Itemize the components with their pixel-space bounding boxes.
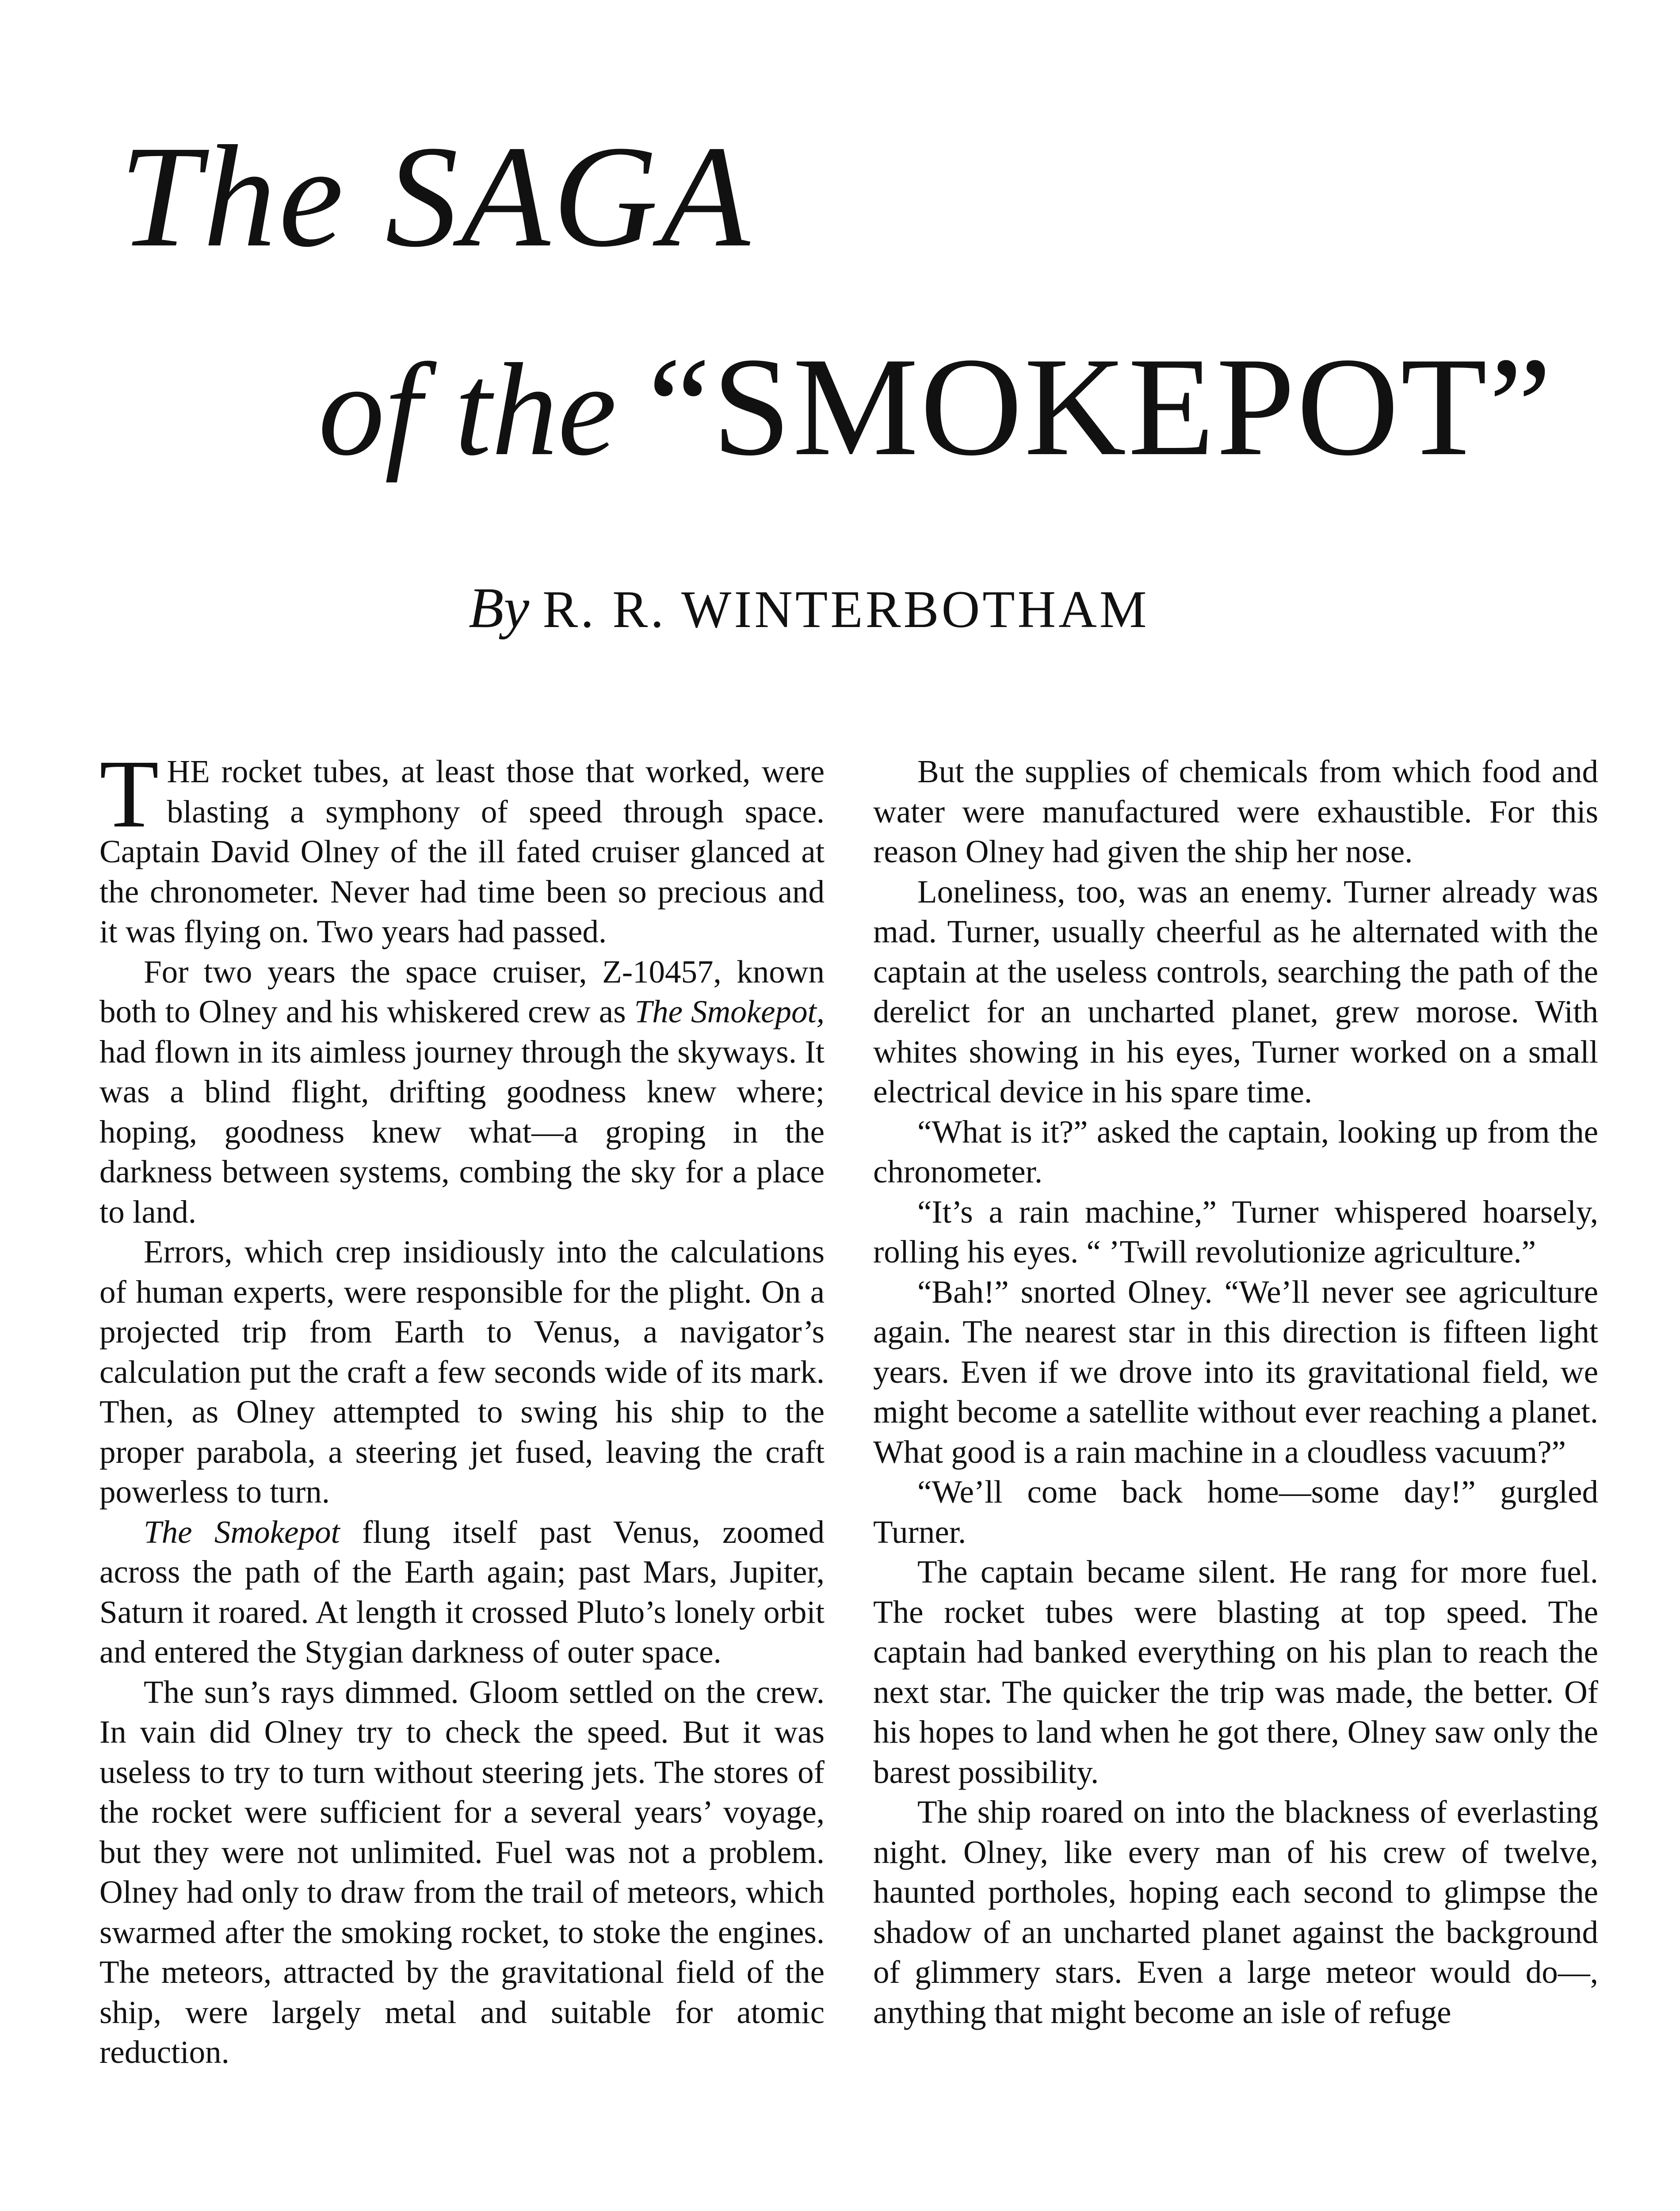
title-of-the: of the xyxy=(318,336,617,483)
right-column xyxy=(873,752,1598,2032)
left-column xyxy=(99,740,825,2073)
paragraph: THE rocket tubes, at least those that worked, were blasting a symphony of speed through space. Captain David Olney of the ill fated cruiser glanced at the chronometer. Never had time been so precious and it was flying on. Two years had passed. xyxy=(99,740,825,949)
paragraph: For two years the space cruiser, Z-10457, known both to Olney and his whiskered crew as The Smokepot, had flown in its aimless journey through the skyways. It was a blind flight, drifting goodness knew where; hoping, goodness knew what—a groping in the darkness between systems, combing the sky for a place to land. xyxy=(99,953,825,1230)
ship-name: The Smokepot xyxy=(144,1514,340,1550)
author-name: R. R. WINTERBOTHAM xyxy=(542,580,1149,639)
paragraph: The ship roared on into the blackness of everlasting night. Olney, like every man of his crew of twelve, haunted portholes, hoping each second to glimpse the shadow of an uncharted planet against the background of glimmery stars. Even a large meteor would do—, anything that might become an isle of refuge xyxy=(873,1794,1598,2030)
paragraph: The captain became silent. He rang for more fuel. The rocket tubes were blasting at top speed. The captain had banked everything on his plan to reach the next star. The quicker the trip was made, the better. Of his hopes to land when he got there, Olney saw only the barest possibility. xyxy=(873,1554,1598,1790)
title-smokepot: “SMOKEPOT” xyxy=(647,329,1554,485)
paragraph: “We’ll come back home—some day!” gurgled Turner. xyxy=(873,1474,1598,1550)
paragraph: Errors, which crep insidiously into the calculations of human experts, were responsible for the plight. On a projected trip from Earth to Venus, a navigator’s calculation put the craft a few seconds wide of its mark. Then, as Olney attempted to swing his ship to the proper parabola, a steering jet fused, leaving the craft powerless to turn. xyxy=(99,1234,825,1510)
title-line-1: The SAGA xyxy=(119,116,752,277)
paragraph: The sun’s rays dimmed. Gloom settled on the crew. In vain did Olney try to check the speed. But it was useless to try to turn without steering jets. The stores of the rocket were sufficient for a several years’ voyage, but they were not unlimited. Fuel was not a problem. Olney had only to draw from the trail of meteors, which swarmed after the smoking rocket, to stoke the engines. The meteors, attracted by the gravitational field of the ship, were largely metal and suitable for atomic reduction. xyxy=(99,1674,825,2070)
drop-cap: T xyxy=(99,740,159,848)
paragraph: Loneliness, too, was an enemy. Turner already was mad. Turner, usually cheerful as he alternated with the captain at the useless controls, searching the path of the derelict for an uncharted planet, grew morose. With whites showing in his eyes, Turner worked on a small electrical device in his spare time. xyxy=(873,873,1598,1109)
paragraph: “Bah!” snorted Olney. “We’ll never see agriculture again. The nearest star in this direction is fifteen light years. Even if we drove into its gravitational field, we might become a satellite without ever reaching a planet. What good is a rain machine in a cloudless vacuum?” xyxy=(873,1274,1598,1470)
ship-name: The Smokepot, xyxy=(634,994,825,1029)
paragraph: The Smokepot flung itself past Venus, zoomed across the path of the Earth again; past Mars, Jupiter, Saturn it roared. At length it crossed Pluto’s lonely orbit and entered the Stygian darkness of outer space. xyxy=(99,1514,825,1670)
paragraph: But the supplies of chemicals from which food and water were manufactured were exhaustible. For this reason Olney had given the ship her nose. xyxy=(873,754,1598,869)
byline xyxy=(469,575,1149,641)
byline-by: By xyxy=(469,576,530,640)
title-line-2 xyxy=(318,329,1554,485)
paragraph: “It’s a rain machine,” Turner whispered hoarsely, rolling his eyes. “ ’Twill revolutionize agriculture.” xyxy=(873,1193,1598,1270)
paragraph: “What is it?” asked the captain, looking up from the chronometer. xyxy=(873,1113,1598,1190)
